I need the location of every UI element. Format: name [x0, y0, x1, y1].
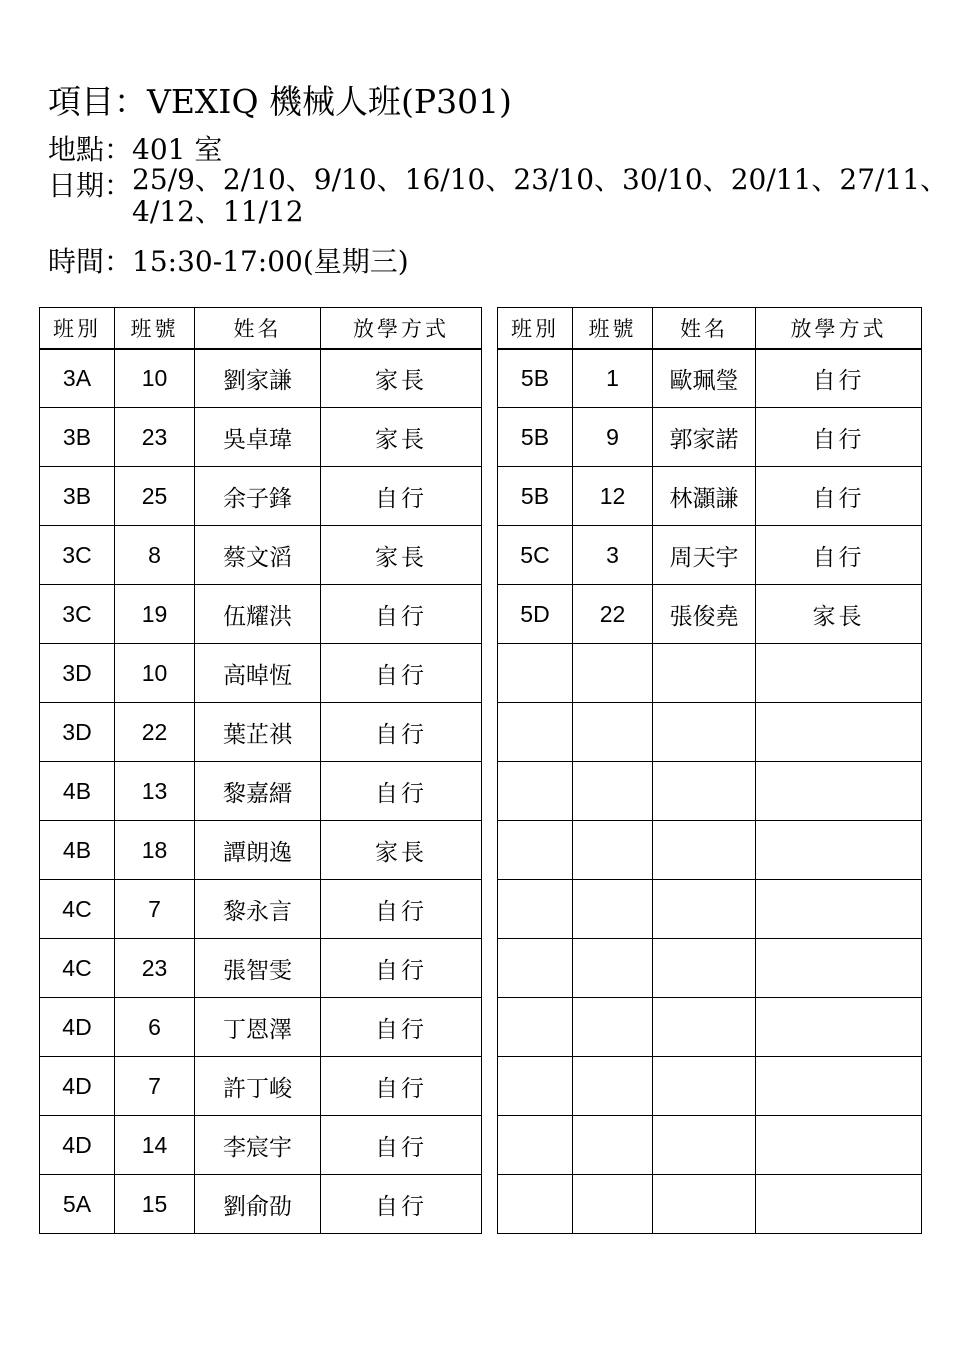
time-label: 時間：	[48, 245, 133, 278]
name-cell: 劉俞劭	[195, 1175, 321, 1234]
table-row	[40, 880, 482, 939]
number-cell: 15	[115, 1175, 195, 1234]
class-cell: 4B	[40, 762, 115, 821]
number-cell: 25	[115, 467, 195, 526]
number-cell: 14	[115, 1116, 195, 1175]
header-row	[498, 308, 922, 349]
table-row	[498, 821, 922, 880]
table-row	[498, 703, 922, 762]
name-cell: 黎嘉縉	[195, 762, 321, 821]
number-cell: 22	[573, 585, 653, 644]
number-cell: 12	[573, 467, 653, 526]
number-cell: 8	[115, 526, 195, 585]
header-row	[40, 308, 482, 349]
method-cell: 自行	[756, 467, 922, 526]
location-line	[48, 128, 222, 168]
class-cell	[498, 998, 573, 1057]
class-cell: 5A	[40, 1175, 115, 1234]
number-cell	[573, 880, 653, 939]
method-cell: 自行	[321, 762, 482, 821]
name-cell: 黎永言	[195, 880, 321, 939]
column-header-number: 班號	[115, 308, 195, 349]
project-label: 項目：	[48, 82, 147, 121]
name-cell: 伍耀洪	[195, 585, 321, 644]
method-cell: 自行	[756, 349, 922, 408]
method-cell: 自行	[321, 1175, 482, 1234]
class-cell: 3D	[40, 703, 115, 762]
class-cell	[498, 1057, 573, 1116]
name-cell: 張智雯	[195, 939, 321, 998]
class-cell: 5B	[498, 349, 573, 408]
table-row	[40, 703, 482, 762]
table-row	[498, 585, 922, 644]
name-cell	[653, 762, 756, 821]
class-cell: 4D	[40, 1057, 115, 1116]
number-cell	[573, 998, 653, 1057]
time-line	[48, 240, 409, 280]
dates-value: 25/9、2/10、9/10、16/10、23/10、30/10、20/11、27/11、 4/12、11/12	[132, 163, 949, 228]
method-cell: 自行	[321, 585, 482, 644]
method-cell: 自行	[321, 1057, 482, 1116]
column-header-class: 班別	[498, 308, 573, 349]
number-cell	[573, 762, 653, 821]
table-row	[498, 526, 922, 585]
method-cell: 自行	[756, 408, 922, 467]
table-row	[498, 408, 922, 467]
project-line	[48, 76, 512, 123]
method-cell	[756, 1057, 922, 1116]
class-cell: 3B	[40, 408, 115, 467]
class-cell	[498, 880, 573, 939]
table-row	[498, 644, 922, 703]
method-cell: 家長	[321, 408, 482, 467]
number-cell: 19	[115, 585, 195, 644]
class-cell	[498, 1116, 573, 1175]
method-cell: 自行	[321, 1116, 482, 1175]
table-row	[40, 762, 482, 821]
class-cell: 4C	[40, 880, 115, 939]
name-cell: 林灝謙	[653, 467, 756, 526]
number-cell	[573, 1175, 653, 1234]
class-cell: 3D	[40, 644, 115, 703]
class-cell: 3C	[40, 526, 115, 585]
roster-table-left	[39, 307, 482, 1234]
number-cell: 13	[115, 762, 195, 821]
table-row	[498, 762, 922, 821]
location-label: 地點：	[48, 133, 133, 166]
class-cell	[498, 762, 573, 821]
number-cell	[573, 703, 653, 762]
number-cell: 1	[573, 349, 653, 408]
method-cell	[756, 644, 922, 703]
table-row	[40, 467, 482, 526]
name-cell: 余子鋒	[195, 467, 321, 526]
class-cell: 4C	[40, 939, 115, 998]
class-cell: 3A	[40, 349, 115, 408]
table-row	[498, 880, 922, 939]
number-cell: 7	[115, 880, 195, 939]
class-cell	[498, 821, 573, 880]
method-cell	[756, 1175, 922, 1234]
class-cell: 5C	[498, 526, 573, 585]
dates-label: 日期：	[48, 169, 133, 202]
class-cell: 5B	[498, 467, 573, 526]
method-cell: 自行	[321, 644, 482, 703]
class-cell	[498, 1175, 573, 1234]
name-cell: 劉家謙	[195, 349, 321, 408]
table-row	[40, 1057, 482, 1116]
name-cell: 譚朗逸	[195, 821, 321, 880]
number-cell	[573, 939, 653, 998]
table-row	[40, 821, 482, 880]
table-row	[498, 1175, 922, 1234]
class-cell: 3B	[40, 467, 115, 526]
column-header-name: 姓名	[653, 308, 756, 349]
name-cell: 歐珮瑩	[653, 349, 756, 408]
table-row	[498, 1116, 922, 1175]
number-cell: 9	[573, 408, 653, 467]
name-cell	[653, 939, 756, 998]
method-cell: 家長	[756, 585, 922, 644]
table-row	[40, 998, 482, 1057]
method-cell	[756, 998, 922, 1057]
table-row	[498, 939, 922, 998]
column-header-number: 班號	[573, 308, 653, 349]
table-row	[498, 998, 922, 1057]
method-cell: 自行	[321, 703, 482, 762]
number-cell: 23	[115, 939, 195, 998]
method-cell: 自行	[321, 467, 482, 526]
method-cell	[756, 821, 922, 880]
number-cell: 7	[115, 1057, 195, 1116]
method-cell: 自行	[321, 998, 482, 1057]
number-cell: 10	[115, 644, 195, 703]
name-cell: 葉芷祺	[195, 703, 321, 762]
table-row	[498, 467, 922, 526]
name-cell	[653, 1116, 756, 1175]
class-cell: 4B	[40, 821, 115, 880]
class-cell: 4D	[40, 1116, 115, 1175]
column-header-class: 班別	[40, 308, 115, 349]
location-value: 401 室	[132, 133, 223, 166]
table-row	[498, 349, 922, 408]
name-cell: 張俊堯	[653, 585, 756, 644]
table-row	[40, 526, 482, 585]
table-row	[40, 408, 482, 467]
name-cell	[653, 703, 756, 762]
table-row	[498, 1057, 922, 1116]
class-cell	[498, 644, 573, 703]
class-cell: 4D	[40, 998, 115, 1057]
roster-body-right	[498, 349, 922, 1234]
name-cell	[653, 1175, 756, 1234]
method-cell: 自行	[756, 526, 922, 585]
name-cell: 吳卓瑋	[195, 408, 321, 467]
number-cell: 23	[115, 408, 195, 467]
column-header-method: 放學方式	[321, 308, 482, 349]
table-row	[40, 1116, 482, 1175]
roster-body-left	[40, 349, 482, 1234]
method-cell: 自行	[321, 880, 482, 939]
class-cell: 5D	[498, 585, 573, 644]
number-cell	[573, 644, 653, 703]
method-cell	[756, 762, 922, 821]
number-cell: 10	[115, 349, 195, 408]
name-cell: 郭家諾	[653, 408, 756, 467]
class-cell: 3C	[40, 585, 115, 644]
method-cell	[756, 1116, 922, 1175]
column-header-method: 放學方式	[756, 308, 922, 349]
name-cell: 高晫恆	[195, 644, 321, 703]
method-cell	[756, 880, 922, 939]
number-cell: 18	[115, 821, 195, 880]
name-cell	[653, 880, 756, 939]
name-cell	[653, 998, 756, 1057]
number-cell: 22	[115, 703, 195, 762]
class-cell: 5B	[498, 408, 573, 467]
name-cell: 許丁峻	[195, 1057, 321, 1116]
table-row	[40, 644, 482, 703]
method-cell	[756, 939, 922, 998]
number-cell	[573, 1057, 653, 1116]
name-cell: 蔡文滔	[195, 526, 321, 585]
class-cell	[498, 939, 573, 998]
name-cell	[653, 644, 756, 703]
method-cell: 自行	[321, 939, 482, 998]
class-cell	[498, 703, 573, 762]
column-header-name: 姓名	[195, 308, 321, 349]
roster-table-right	[497, 307, 922, 1234]
method-cell: 家長	[321, 349, 482, 408]
method-cell: 家長	[321, 526, 482, 585]
dates-line	[48, 164, 948, 228]
method-cell	[756, 703, 922, 762]
table-row	[40, 349, 482, 408]
name-cell	[653, 1057, 756, 1116]
table-row	[40, 585, 482, 644]
table-row	[40, 939, 482, 998]
name-cell	[653, 821, 756, 880]
number-cell	[573, 821, 653, 880]
number-cell: 3	[573, 526, 653, 585]
number-cell	[573, 1116, 653, 1175]
table-row	[40, 1175, 482, 1234]
method-cell: 家長	[321, 821, 482, 880]
name-cell: 李宸宇	[195, 1116, 321, 1175]
time-value: 15:30-17:00(星期三)	[132, 245, 409, 278]
project-value: VEXIQ 機械人班(P301)	[147, 82, 512, 121]
name-cell: 周天宇	[653, 526, 756, 585]
name-cell: 丁恩澤	[195, 998, 321, 1057]
number-cell: 6	[115, 998, 195, 1057]
